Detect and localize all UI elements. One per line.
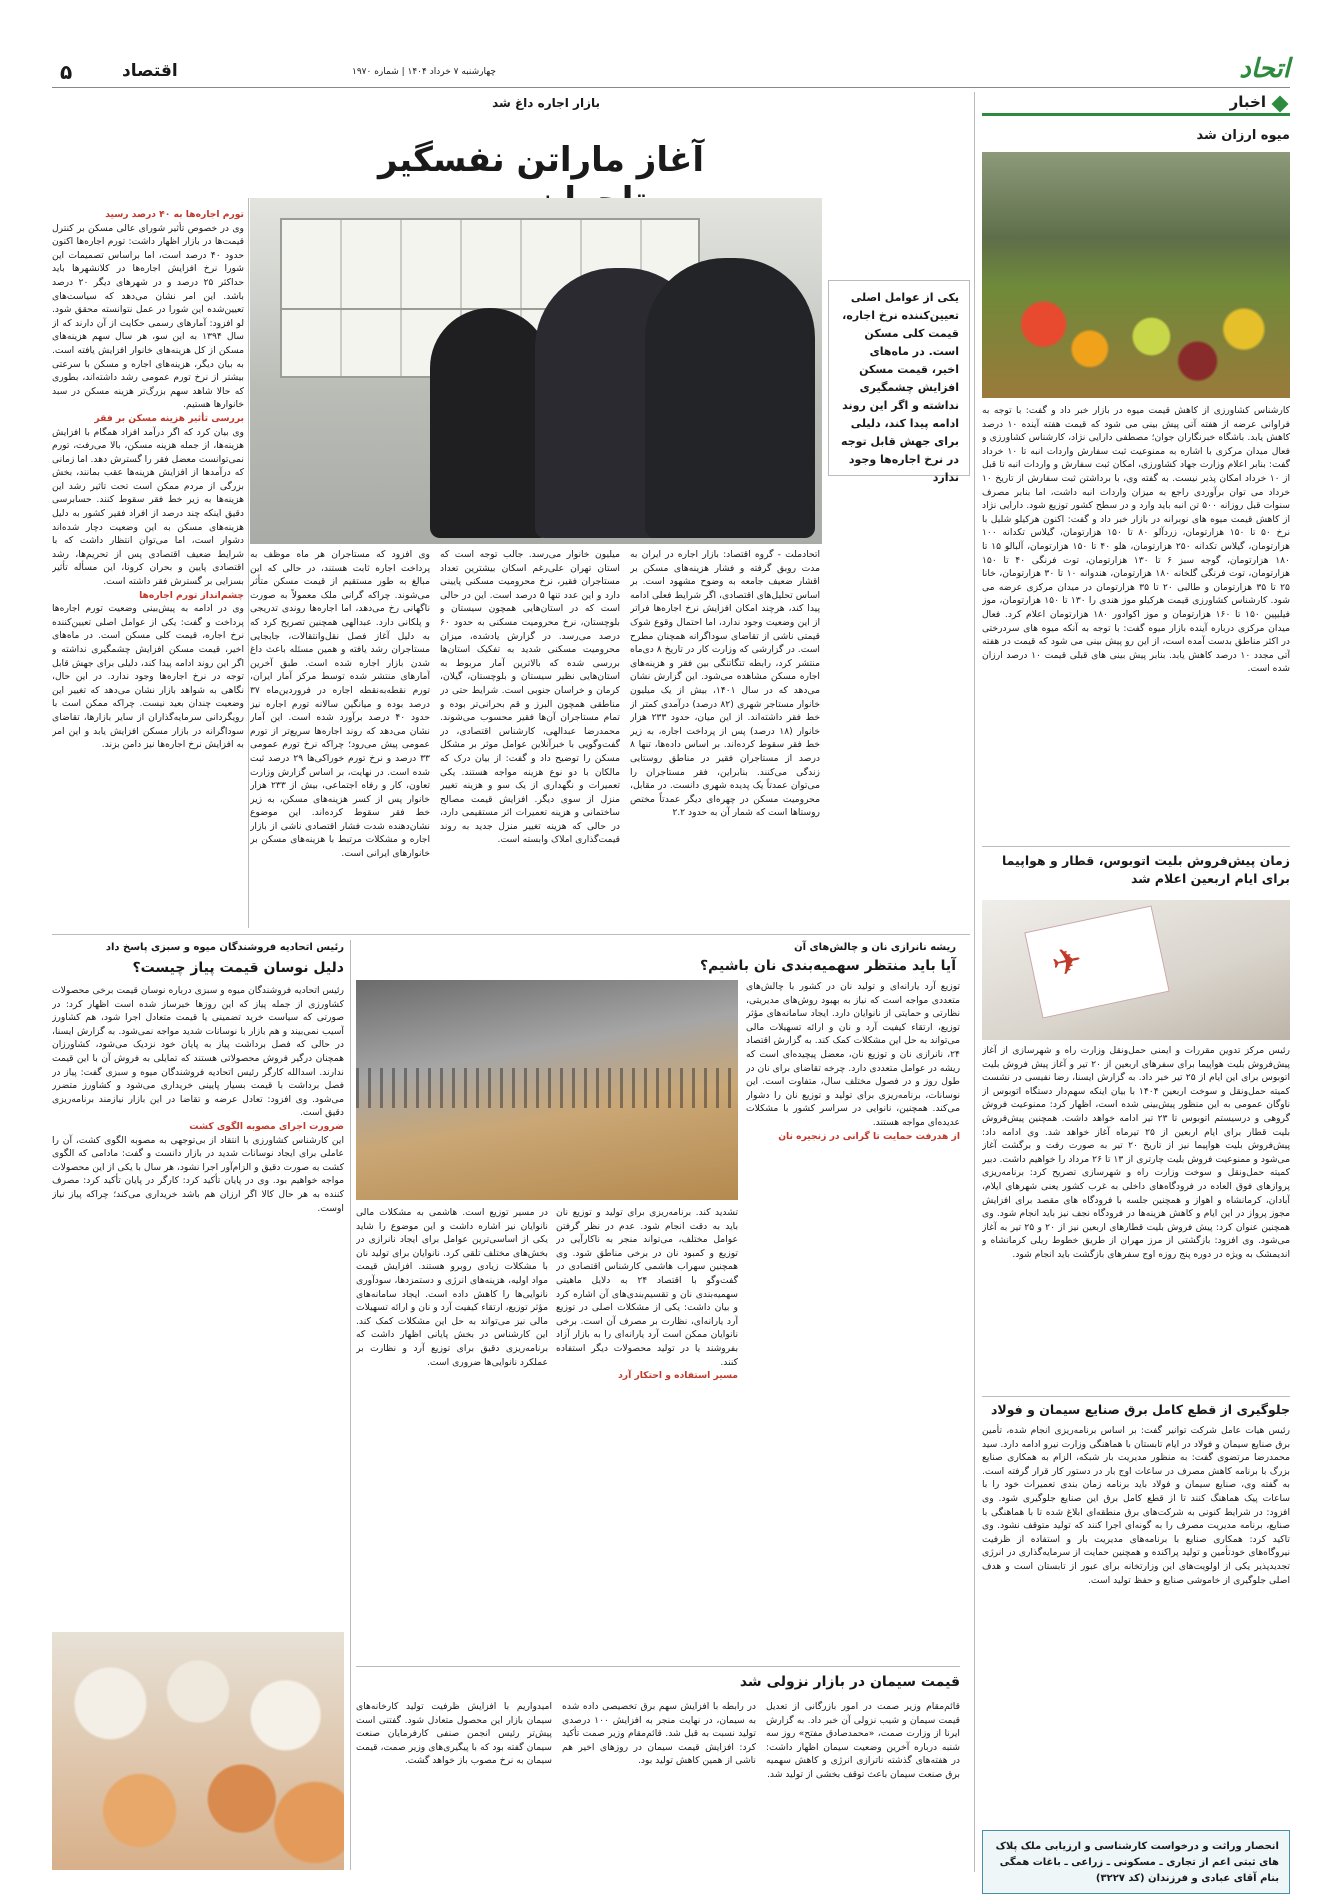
lead-callout: یکی از عوامل اصلی تعیین‌کننده نرخ اجاره، قیمت کلی مسکن است. در ماه‌های اخیر، قیمت مسکن افزایش چشمگیری نداشته و اگر این روند ادامه پیدا کند، دلیلی برای جهش قابل توجه در نرخ اجاره‌ها وجود ندارد [828,280,970,476]
bread-column-b [556,1206,738,1660]
bread-subhead-2: مسیر استفاده و احتکار آرد [618,1370,738,1382]
onion-kicker: رئیس اتحادیه فروشندگان میوه و سبزی پاسخ داد [105,942,344,953]
lead-kicker: بازار اجاره داغ شد [492,96,600,110]
airplane-icon: ✈ [1048,939,1087,986]
lead-left-para-1: وی در خصوص تأثیر شورای عالی مسکن بر کنترل قیمت‌ها در بازار اظهار داشت: تورم اجاره‌ها اکنون حدود ۴۰ درصد است، اما براساس تصمیمات این شورا نرخ افزایش اجاره‌ها در کلانشهرها باید حداکثر ۲۵ درصد و در شهرهای دیگر ۲۰ درصد باشد. این امر نشان می‌دهد که سیاست‌های تعیین‌شده این شورا در عمل نتوانسته محقق شود. لو افزود: آمارهای رسمی حکایت از آن دارند که از سال ۱۳۹۴ به این سو، هر سال سهم هزینه‌های مسکن از کل هزینه‌های خانوار افزایش یافته است. به بیان دیگر، هزینه‌های اجاره و مسکن با سرعتی بیشتر از نرخ تورم عمومی رشد داشته‌اند، بطوری که حالا شاهد سهم بزرگ‌تر هزینه مسکن در سبد خانوارها هستیم. [52,222,244,411]
lead-subhead-3: چشم‌انداز تورم اجاره‌ها [139,589,244,601]
ticket-headline: زمان پیش‌فروش بلیت اتوبوس، قطار و هواپیما برای ایام اربعین اعلام شد [1001,853,1290,886]
lead-body-column-4: اتحادملت - گروه اقتصاد: بازار اجاره در ایران به مدت روبق گرفته و فشار هزینه‌های مسکن بر اقشار ضعیف جامعه به وضوح مشهود است. بر اساس تحلیل‌های اقتصادی، اگر شرایط فعلی ادامه پیدا کند، هرچند امکان افزایش نرخ اجاره‌ها فراتر از این وضعیت وجود ندارد، اما احتمال وقوع شوک قیمتی ناشی از تقاضای سوداگرانه همچنان مطرح است. در گزارشی که وزارت کار در تاریخ ۸ دی‌ماه منتشر کرد، رابطه تنگاتنگی بین فقر و هزینه‌های اجاره مسکن مشاهده می‌شود. این گزارش نشان می‌دهد که در سال ۱۴۰۱، بیش از یک میلیون خانوار مستاجر شهری (۸۲ درصد) درآمدی کمتر از خط فقر داشته‌اند. از این میان، حدود ۲۳۳ هزار خانوار (۱۸ درصد) پس از پرداخت اجاره، به زیر خط فقر سقوط کرده‌اند. بر اساس داده‌ها، تنها ۸ درصد از مستاجران فقیر در مناطق روستایی زندگی می‌کنند. بنابراین، فقر مستاجران را می‌توان عمدتاً یک پدیده شهری دانست. در مقابل، محرومیت مسکن در چهره‌ای دیگر عمدتاً مختص روستاها است که شمار آن به حدود ۲.۲ [630,549,820,819]
divider [982,1396,1290,1397]
news-label: اخبار [1229,93,1266,111]
bread-kicker: ریشه نانرازی نان و چالش‌های آن [794,942,956,953]
fruit-headline: میوه ارزان شد [1196,128,1290,143]
bread-grill [356,1068,738,1108]
steel-headline: جلوگیری از قطع کامل برق صنایع سیمان و فولاد [990,1402,1290,1417]
bread-col-b-text: تشدید کند. برنامه‌ریزی برای تولید و توزیع نان باید به دقت انجام شود. عدم در نظر گرفتن عوامل مختلف، می‌تواند منجر به ناکارآیی در توزیع و کمبود نان در برخی مناطق شود. وی همچنین سهراب هاشمی کارشناس اقتصادی در گفت‌وگو با اقتصاد ۲۴ به دلایل ماهیتی سهمیه‌بندی نان و تقسیم‌بندی‌های آن اشاره کرد و بیان داشت: یکی از مشکلات اصلی در توزیع آرد یارانه‌ای، نظارت بر مصرف آن است. برخی نانوایان ممکن است آرد یارانه‌ای را به بازار آزاد بفروشند یا در تولید محصولات دیگر استفاده کنند. [556,1207,738,1368]
lead-photo [250,198,822,544]
page-header [52,54,1290,88]
ticket-article-body: رئیس مرکز تدوین مقررات و ایمنی حمل‌ونقل وزارت راه و شهرسازی از آغاز پیش‌فروش بلیت هواپیما برای سفرهای اربعین از ۲۰ تیر و آغاز پیش فروش بلیت اتوبوس برای این ایام از ۲۵ تیر خبر داد. به گزارش ایسنا، رضا نفیسی در نشست کمیته حمل‌ونقل و سوخت اربعین ۱۴۰۴ با بیان اینکه سهم‌دار دستگاه اتوبوس از ناوگان عمومی به این منظور پیش‌بینی شده است، اظهار کرد: ممنوعیت فروش گروهی و درسیستم اتوبوس تا ۲۳ تیر ادامه خواهد داشت. همچنین پیش‌فروش بلیت قطار برای ایام اربعین از ۲۵ تیرماه آغاز خواهد شد. وی ادامه داد: پیش‌فروش بلیت هواپیما نیز از تاریخ ۲۰ تیر به صورت رفت و برگشت آغاز می‌شود و ممنوعیت فروش بلیت چارتری از ۱۳ تا ۲۶ مرداد را خواهیم داشت. دبیر کمیته حمل‌ونقل و سوخت وزارت راه و شهرسازی تصریح کرد: برنامه‌ریزی پروازهای فوق العاده در فرودگاه‌های داخلی به غرب کشور یعنی شهرهای ایلام، آبادان، کرمانشاه و اهواز و همچنین جلسه با فرودگاه های مقصد برای افزایش مجوز پرواز در این ایام و کاهش هزینه‌ها در فرودگاه نجف نیز باید انجام شود. وی همچنین عنوان کرد: پیش فروش بلیت قطارهای اربعین نیز از ۲۰ و ۲۵ تیر به آغاز می‌شود. وی افزود: بازگشتی از مرز مهران از طریق خطوط ریلی کرمانشاه و اندیمشک به ویژه در دوره پنج روزه اوج سفرهای بازگشت باید انجام شود. [982,1045,1290,1260]
onion-body-2: این کارشناس کشاورزی با انتقاد از بی‌توجهی به مصوبه الگوی کشت، آن را عاملی برای ایجاد نوسانات شدید در بازار دانست و گفت: مادامی که الگوی کشت به صورت دقیق و الزام‌آور اجرا نشود، هر سال با یکی از این محصولات مواجه خواهیم بود. وی در پایان تأکید کرد: کارگر در پایان تأکید کرد: مصرف کننده به هر حال کالا اگر ارزان هم باشد خریداری می‌کند؛ چراکه پیاز نیاز اوست. [52,1134,344,1214]
lead-subhead-1: تورم اجاره‌ها به ۴۰ درصد رسید [105,209,244,220]
lead-left-para-2: وی بیان کرد که اگر درآمد افراد همگام با افزایش هزینه‌ها، از جمله هزینه مسکن، بالا می‌رفت، تورم نمی‌توانست معضل فقر را گسترش دهد. اما زمانی که درآمدها از افزایش هزینه‌ها عقب بمانند، بخش بزرگی از مردم ممکن است تحت تاثیر رشد این هزینه‌ها به زیر خط فقر سقوط کنند. حسابرسی دقیق اینکه چند درصد از افراد فقیر کشور به دلیل هزینه‌های مسکن به این وضعیت دچار شده‌اند دشوار است، اما می‌توان انتظار داشت که با شرایط ضعیف اقتصادی پس از تحریم‌ها، رشد اقتصادی پایین و بحران کرونا، این مسأله تأثیر بسزایی بر گسترش فقر داشته است. [52,426,244,588]
onion-body: رئیس اتحادیه فروشندگان میوه و سبزی درباره نوسان قیمت برخی محصولات کشاورزی از جمله پیاز که این روزها خبرساز شده است اظهار کرد: در صورتی که سیاست خرید تضمینی یا قیمت متعادل اجرا شود، هم کشاورز آسیب نمی‌بیند و هم بازار با نوسانات شدید مواجه نمی‌شود. به گزارش ایسنا، در حالی که فصل برداشت پیاز به پایان خود نزدیک می‌شود، کشاورزان همچنان درگیر فروش محصولاتی هستند که تمایلی به فروش آن با این قیمت ندارند. اسدالله کارگر رئیس اتحادیه فروشندگان میوه و سبزی گفت: پیاز در فصل برداشت با قیمت بسیار پایینی خریداری می‌شود و کشاورز متضرر می‌شود. وی افزود: تعادل عرضه و تقاضا در این بازار نیازمند برنامه‌ریزی دقیق است. [52,985,344,1119]
fruit-market-photo [982,152,1290,398]
cement-column-b: در رابطه با افزایش سهم برق تخصیصی داده شده به سیمان، در نهایت منجر به افزایش ۱۰۰ درصدی تولید نسبت به قبل شد. قائم‌مقام وزیر صمت تأکید کرد: افزایش قیمت سیمان در روزهای اخیر هم ناشی از همین کاهش تولید بود. [562,1701,756,1767]
lead-body-column-2: وی افزود که مستاجران هر ماه موظف به پرداخت اجاره ثابت هستند، در حالی که این مبالغ به طور مستقیم از قیمت مسکن متأثر می‌شوند. چراکه گرانی ملک معمولاً به صورت ناگهانی رخ می‌دهد، اما اجاره‌ها روندی تدریجی و پلکانی دارد. عبدالهی همچنین تصریح کرد که به دلیل آغاز فصل نقل‌وانتقالات، جابجایی مستاجران رشد یافته و همین مسئله باعث داغ شدن بازار اجاره شده است. طبق آخرین آمارهای منتشر شده توسط مرکز آمار ایران، تورم نقطه‌به‌نقطه اجاره در فروردین‌ماه ۳۷ درصد بوده و میانگین سالانه تورم اجاره نیز حدود ۴۰ درصد برآورد شده است. این آمار نشان می‌دهد که روند اجاره‌ها سریع‌تر از تورم عمومی پیش می‌رود؛ چراکه نرخ تورم عمومی ۳۳ درصد و نرخ تورم خوراکی‌ها ۲۹ درصد ثبت شده است. در نهایت، بر اساس گزارش وزارت تعاون، کار و رفاه اجتماعی، بیش از ۲۳۳ هزار خانوار پس از کسر هزینه‌های مسکن، به زیر خط فقر سقوط کرده‌اند. این موضوع نشان‌دهنده شدت فشار اقتصادی ناشی از بازار اجاره و مشکلات مرتبط با هزینه‌های مسکن بر خانوارهای ایرانی است. [250,549,430,860]
issue-info: چهارشنبه ۷ خرداد ۱۴۰۴ | شماره ۱۹۷۰ [352,67,496,77]
lead-left-column [52,208,244,928]
section-title: اقتصاد [122,61,178,81]
cement-column-a: قائم‌مقام وزیر صمت در امور بازرگانی از تعدیل قیمت سیمان و شیب نزولی آن خبر داد. به گزارش ایرنا از وزارت صمت، «محمدصادق مفتح» روز سه شنبه درباره آخرین وضعیت سیمان اظهار داشت: در هفته‌های گذشته ناترازی انرژی و کاهش سهمیه برق صنعت سیمان باعث توقف بخشی از تولید شد. [766,1701,960,1780]
onion-subhead-1: ضرورت اجرای مصوبه الگوی کشت [189,1120,344,1132]
newspaper-logo: اتحاد [1239,54,1290,84]
page-number: ۵ [60,60,73,84]
person-figure [645,258,815,538]
onion-title: دلیل نوسان قیمت پیاز چیست؟ [132,960,344,976]
fruit-article-body: کارشناس کشاورزی از کاهش قیمت میوه در بازار خبر داد و گفت: با توجه به فراوانی عرضه از هفته آتی پیش بینی می شود که قیمت هفته آینده ۱۰ درصد کاهش یابد. باشگاه خبرنگاران جوان؛ مصطفی دارایی نژاد، کارشناس کشاورزی و فعال میدان مرکزی با اشاره به ممنوعیت ثبت سفارش واردات انبه تا ۱۰ خرداد گفت: بنابر اعلام وزارت جهاد کشاورزی، امکان ثبت سفارش و واردات انبه تا قبل از ۱۰ خرداد امکان پذیر نیست. به گفته وی، با برداشتن ثبت سفارش از تاریخ ۱۰ خرداد می توان برآوردی راجع به میزان واردات انبه داشت، اما بنابر مصرف سنوات قبل روزانه ۵۰۰ تن انبه باید وارد و در سطح کشور توزیع شود. دارایی نژاد از کاهش قیمت میوه های نوبرانه در بازار خبر داد و گفت: اکنون هرکیلو شلیل با نرخ ۵۰ تا ۱۵۰ هزارتومان، زردآلو ۸۰ تا ۱۵۰ هزارتومان، گیلاس تکدانه ۱۰۰ هزارتومان، گیلاس تکدانه ۲۵۰ هزارتومان، هلو ۴۰ تا ۱۵۰ هزارتومان، آلبالو ۱۵ تا ۱۸۰ هزارتومان، گوجه سبز ۶ تا ۱۳۰ هزارتومان، توت فرنگی ۴۰ تا ۱۵۰ هزارتومان، توت فرنگی گلخانه ۱۸۰ هزارتومان، هندوانه ۱۰ تا ۳۰ هزارتومان، خانا ۲۵ تا ۳۵ هزارتومان و طالبی ۲۰ تا ۳۵ هزارتومان در میدان مرکزی عرضه می شود. کارشناس کشاورزی قیمت هرکیلو موز هندی را ۱۳۰ تا ۱۵۰ هزارتومان، موز فیلیپین ۱۵۰ تا ۱۶۰ هزارتومان و موز اکوادور ۱۸۰ هزارتومان اعلام کرد. فعال میدان مرکزی درباره آینده بازار میوه گفت: با توجه به آنکه میوه های سردرختی در اکثر مناطق بدست آمده است، از این رو پیش بینی می شود که قیمت در هفته آتی مجدد ۱۰ درصد کاهش یابد. بنابر پیش بینی های قبلی قیمت ۱۰ درصد ارزان شده است. [982,405,1290,675]
diamond-icon [1272,96,1289,113]
lead-subhead-2: بررسی تأثیر هزینه مسکن بر فقر [94,412,244,424]
column-divider [248,198,249,928]
news-sidebar [982,92,1290,1884]
legal-notice: انحصار وراثت و درخواست کارشناسی و ارزیابی ملک پلاک های ثبتی اعم از تجاری ـ مسکونی ـ زراعی ـ باغات همگی بنام آقای عبادی و فرزندان (کد ۳۲۲۷) [982,1830,1290,1894]
cement-column-c: امیدواریم با افزایش ظرفیت تولید کارخانه‌های سیمان بازار این محصول متعادل شود. گفتنی است پیش‌تر رئیس انجمن صنفی کارفرمایان صنعت سیمان گفته بود که با پیگیری‌های وزیر صمت، قیمت سیمان به نرخ مصوب باز خواهد گشت. [356,1701,552,1767]
bread-photo [356,980,738,1200]
onion-photo [52,1632,344,1870]
bread-intro: توزیع آرد یارانه‌ای و تولید نان در کشور با چالش‌های متعددی مواجه است که نیاز به بهبود روش‌های مدیریتی، نظارتی و حمایتی از نانوایان دارد. ایجاد سامانه‌های مؤثر توزیع، ارتقاء کیفیت آرد و نان و ارائه تسهیلات مالی می‌تواند به حل این مشکلات کمک کند. به گزارش اقتصاد ۲۴، نانرازی نان و توزیع نان، معضل پیچیده‌ای است که ریشه در عوامل متعددی دارد. چرخه تقاضای برای نان در طول روز و در فصول مختلف سال، متفاوت است. این نوسانات، برنامه‌ریزی برای تولید و توزیع نان را دشوار می‌کند. همچنین، نانوایی در سراسر کشور با مشکلات عدیده‌ای مواجه هستند. [746,981,960,1128]
ticket-card [1024,905,1169,1018]
lead-title: آغاز ماراتن نفسگیر [378,140,704,180]
section-divider [356,1666,960,1667]
cement-title: قیمت سیمان در بازار نزولی شد [739,1674,960,1690]
lead-body-column-3: میلیون خانوار می‌رسد. جالب توجه است که استان تهران علی‌رغم اسکان بیشترین تعداد مستاجران فقیر، نرخ محرومیت مسکنی پایینی دارد و این عدد تنها ۵ درصد است. این در حالی است که در استان‌هایی همچون سیستان و بلوچستان، نرخ محرومیت مسکنی به حدود ۶۰ درصد می‌رسد. در گزارش یادشده، میزان محرومیت مسکنی شدید به تفکیک استان‌ها بررسی شده که بالاترین آمار مربوط به استان‌هایی نظیر سیستان و بلوچستان، گیلان، کرمان و خراسان جنوبی است. شرایط حتی در مناطقی همچون البرز و قم بحرانی‌تر بوده و تمام مستاجران آن‌ها فقیر محسوب می‌شوند. محمدرضا عبدالهی، کارشناس اقتصادی، در گفت‌وگویی با خبرآنلاین عوامل موثر بر مشکل مسکن را توضیح داد و گفت: از بیان درک که مالکان با دو نوع هزینه مواجه هستند. یکی تعمیرات و نگهداری از یک سو و هزینه تغییر منزل از سوی دیگر. افزایش قیمت مصالح ساختمانی و هزینه تعمیرات اثر مستقیمی دارد، در حالی که هزینه تغییر منزل جدید به روند قیمت‌گذاری املاک وابسته است. [440,549,620,846]
bread-column-c: در مسیر توزیع است. هاشمی به مشکلات مالی نانوایان نیز اشاره داشت و این موضوع را شاید یکی از اساسی‌ترین عوامل برای ایجاد نانرازی در بخش‌های مختلف تلقی کرد. نانوایان برای تولید نان با مشکلات زیادی روبرو هستند. افزایش قیمت مواد اولیه، هزینه‌های انرژی و دستمزدها، سودآوری نانوایی‌ها را کاهش داده است. ایجاد سامانه‌های مؤثر توزیع، ارتقاء کیفیت آرد و نان و ارائه تسهیلات مالی نیز می‌تواند به حل این مشکلات کمک کند. این کارشناس در بخش پایانی اظهار داشت که برنامه‌ریزی دقیق برای توزیع آرد و نظارت بر عملکرد نانوایی‌ها ضروری است. [356,1207,548,1368]
person-figure [430,308,550,538]
ticket-photo [982,900,1290,1040]
lead-left-para-3: وی در ادامه به پیش‌بینی وضعیت تورم اجاره‌ها پرداخت و گفت: یکی از عوامل اصلی تعیین‌کننده نرخ اجاره، قیمت کلی مسکن است. در ماه‌های اخیر، قیمت مسکن افزایش چشمگیری نداشته و اگر این روند ادامه پیدا کند، دلیلی برای جهش قابل توجه در نرخ اجاره‌ها وجود ندارد. در این حال، نگاهی به شواهد بازار نشان می‌دهد که تغییر این وضعیت چندان بعید نیست. چراکه ممکن است با رویگردانی سرمایه‌گذاران از سایر بازارها، تقاضای سوداگرانه در بازار مسکن افزایش یابد و این امر به افزایش نرخ اجاره‌ها نیز دامن بزند. [52,603,244,751]
bread-subhead-1: از هدرفت حمایت تا گرانی در زنجیره نان [778,1130,960,1142]
column-divider [350,940,351,1870]
steel-article-body: رئیس هیات عامل شرکت توانیر گفت: بر اساس برنامه‌ریزی انجام شده، تأمین برق صنایع سیمان و فولاد در ایام تابستان با هماهنگی وزارت نیرو ادامه دارد. سید محمدرضا مرتضوی گفت: به منظور مدیریت بار شبکه، الزام به همکاری صنایع بزرگ با برنامه کاهش مصرف در ساعات اوج بار در دستور کار قرار گرفته است. به گفته وی، صنایع سیمان و فولاد باید برنامه زمان بندی تعمیرات خود را با ساعات پیک هماهنگ کنند تا از قطع کامل برق این صنایع جلوگیری شود. وی افزود: در شرایط کنونی به شرکت‌های برق منطقه‌ای ابلاغ شده تا با هماهنگی با صنایع، برنامه مدیریت مصرف را به گونه‌ای اجرا کنند که تولید متوقف نشود. وی تاکید کرد: همکاری صنایع با برنامه‌های مدیریت بار و استفاده از ظرفیت نیروگاه‌های خودتأمین و تولید پراکنده و همچنین حمایت از سرمایه‌گذاری در انرژی تجدیدپذیر یکی از اولویت‌های این وزارتخانه برای عبور از تابستان است و هدف اصلی جلوگیری از خاموشی صنایع و حفظ تولید است. [982,1425,1290,1586]
header-rule [52,87,1290,88]
bread-title: آیا باید منتظر سهمیه‌بندی نان باشیم؟ [699,958,956,974]
divider [982,846,1290,847]
onion-body-column [52,984,344,1624]
news-label-bar [982,92,1290,116]
bread-intro-column [746,980,960,1660]
section-divider [52,934,970,935]
column-divider [974,92,975,1872]
